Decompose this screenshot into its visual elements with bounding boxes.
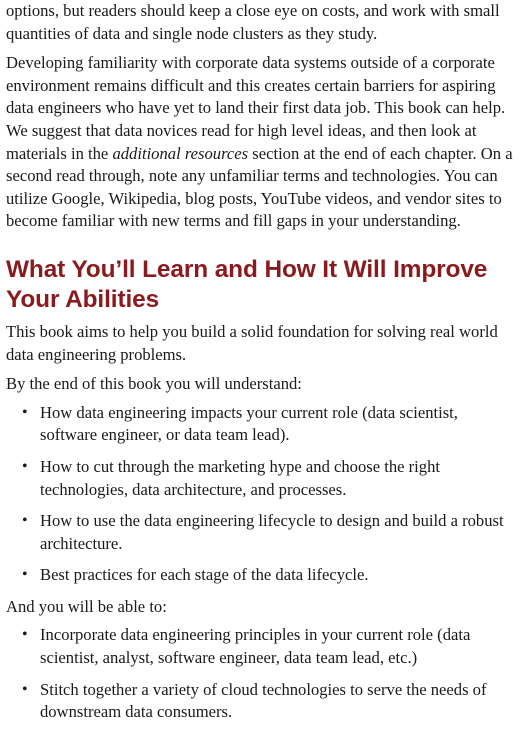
book-page [6, 0, 514, 733]
understand-list [6, 402, 514, 587]
paragraph-understand-intro: By the end of this book you will understand: [6, 374, 302, 394]
list-item-text: How to cut through the marketing hype and choose the right technologies, data architecture, and processes. [40, 456, 441, 499]
list-item [6, 456, 514, 501]
list-item [6, 402, 514, 447]
list-item-text: Incorporate data engineering principles in your current role (data scientist, analyst, software engineer, data team lead, etc.) [40, 625, 471, 668]
paragraph-costs: options, but readers should keep a close eye on costs, and work with small quantities of data and single node clusters as they study. [6, 1, 500, 43]
list-item [6, 679, 514, 724]
list-item [6, 624, 514, 669]
bullet-icon: • [22, 680, 28, 698]
list-item-text: How to use the data engineering lifecycle to design and build a robust architecture. [40, 511, 504, 553]
list-item-text: Stitch together a variety of cloud technologies to serve the needs of downstream data consumers. [40, 679, 487, 722]
paragraph-able-intro: And you will be able to: [6, 596, 167, 616]
paragraph-developing-familiarity [6, 52, 514, 233]
list-item [6, 564, 514, 587]
paragraph-developing-text-end: section at the end of each chapter. On a second read through, note any unfamiliar terms and technologies. You can utilize Google, Wikipedia, blog posts, YouTube videos, and vendor sites to become familiar with new terms and fill gaps in your understanding. [6, 143, 513, 231]
bullet-icon: • [22, 403, 28, 421]
able-list [6, 624, 514, 723]
list-item-text: Best practices for each stage of the data lifecycle. [40, 565, 369, 585]
paragraph-developing-text-start: Developing familiarity with corporate data systems outside of a corporate environment remains difficult and this creates certain barriers for aspiring data engineers who have yet to land their first data job. This book can help. We suggest that data novices read for high level ideas, and then look at materials in the [6, 53, 506, 163]
bullet-icon: • [22, 512, 28, 530]
section-heading: What You’ll Learn and How It Will Improve Your Abilities [6, 255, 488, 313]
bullet-icon: • [22, 457, 28, 475]
bullet-icon: • [22, 566, 28, 584]
list-item-text: How data engineering impacts your current role (data scientist, software engineer, or data team lead). [40, 402, 458, 445]
additional-resources-emphasis: additional resources [112, 143, 249, 163]
bullet-icon: • [22, 626, 28, 644]
paragraph-book-aims: This book aims to help you build a solid foundation for solving real world data engineering problems. [6, 321, 498, 364]
list-item [6, 510, 514, 555]
